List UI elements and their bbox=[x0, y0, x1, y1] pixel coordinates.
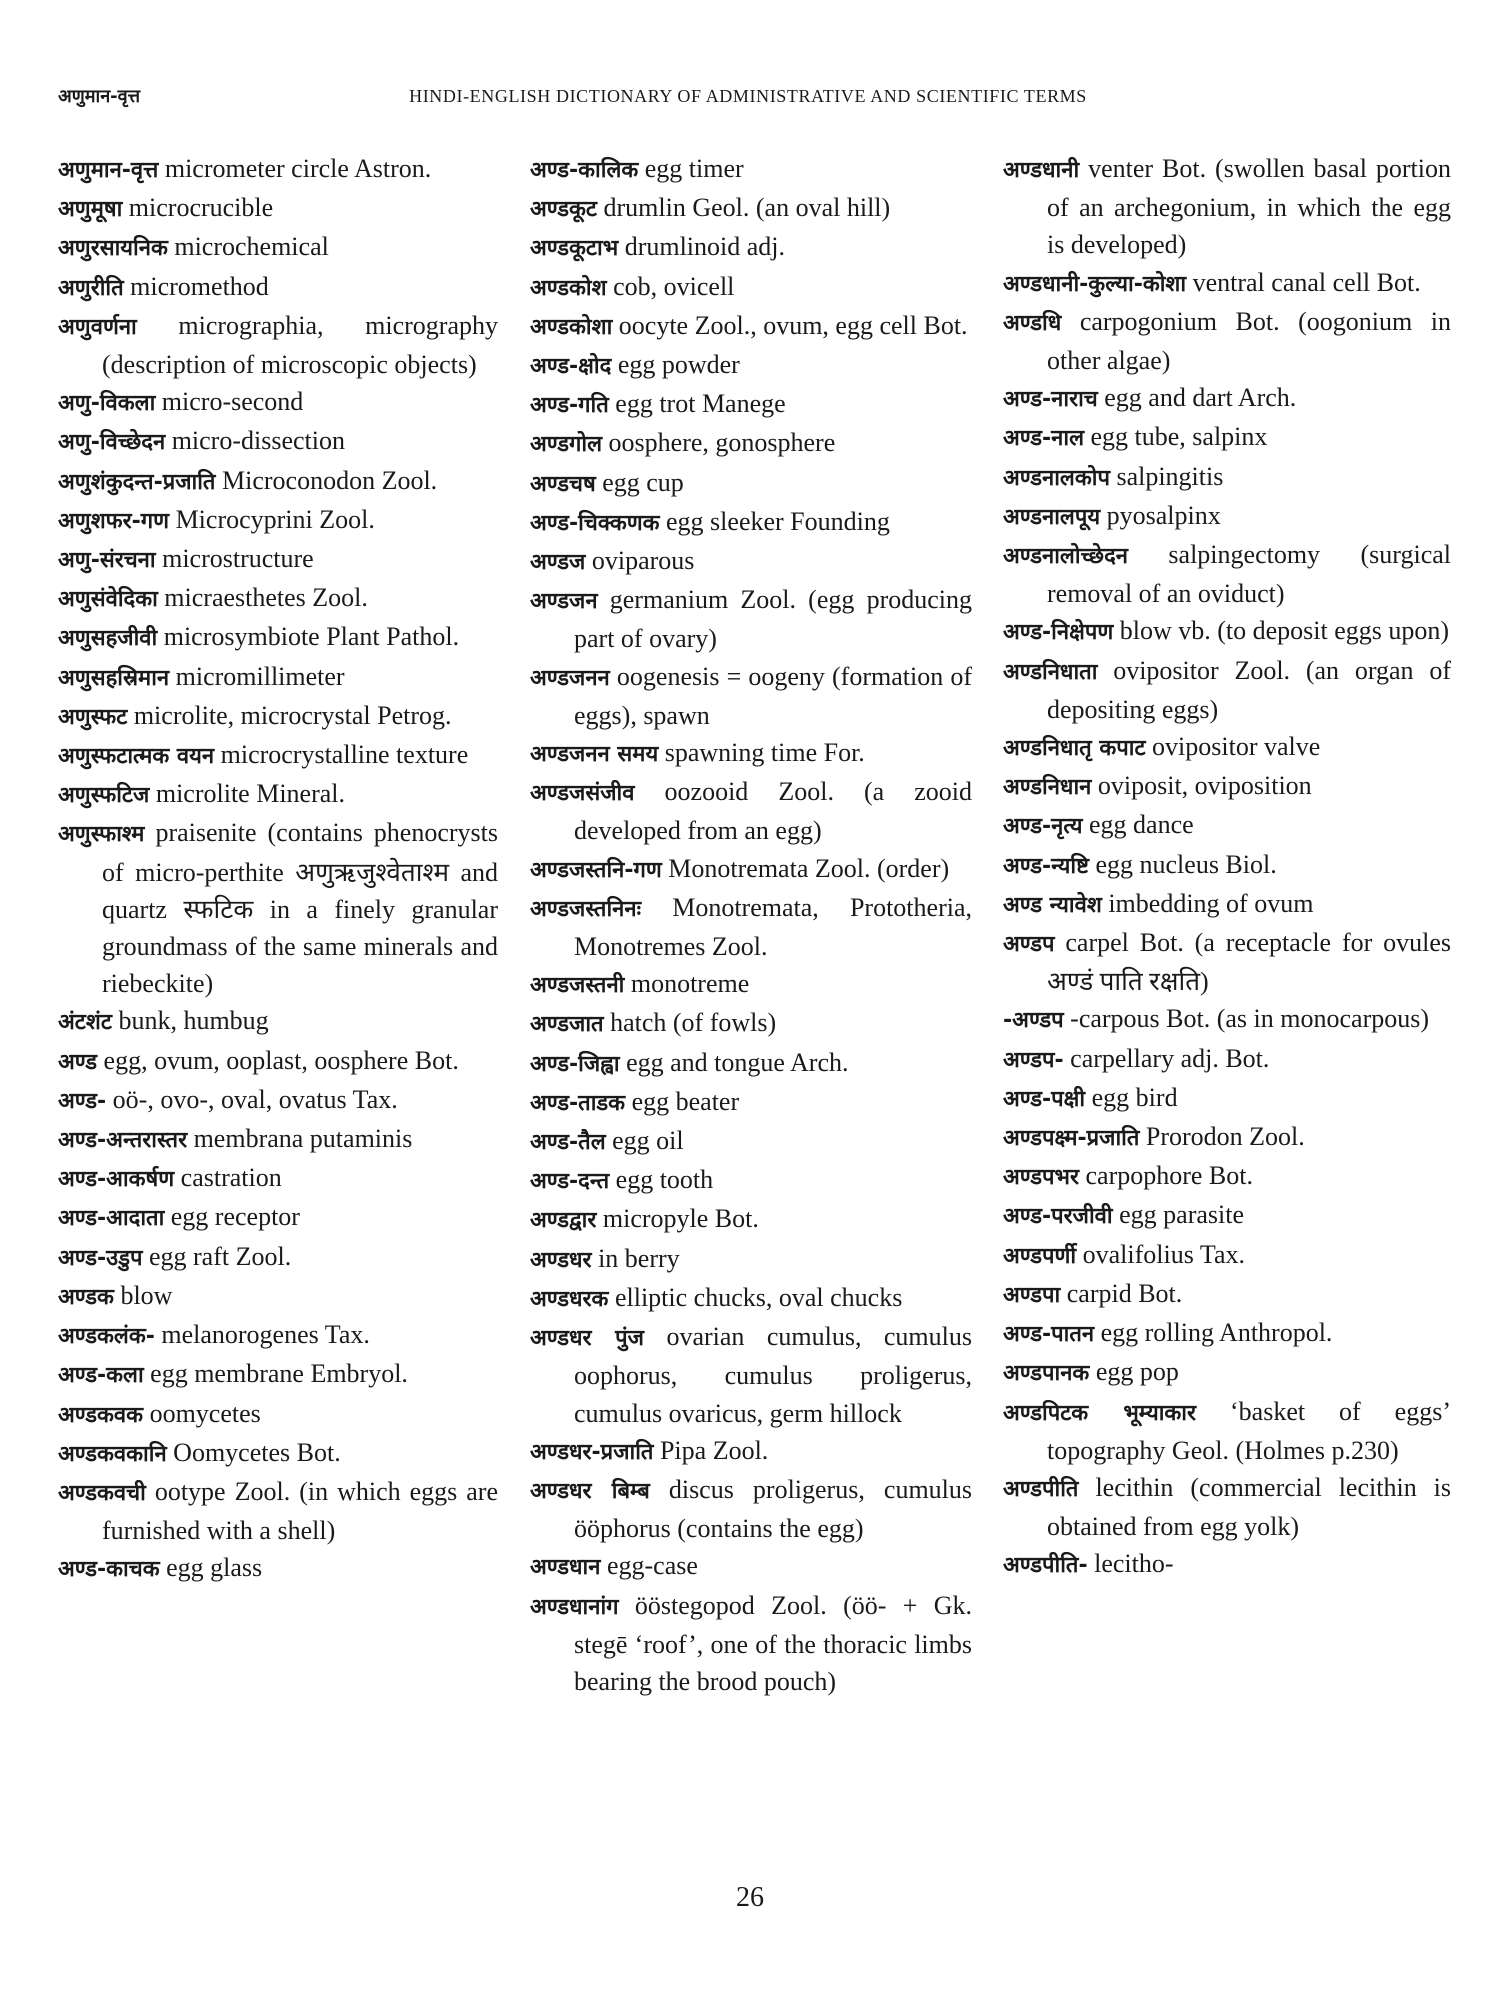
entry-headword: अण्ड-पक्षी bbox=[1003, 1086, 1086, 1112]
dictionary-entry bbox=[58, 189, 498, 228]
entry-headword: अणुशफर-गण bbox=[58, 508, 170, 534]
entry-definition: drumlin Geol. (an oval hill) bbox=[603, 193, 891, 223]
dictionary-entry bbox=[58, 1277, 498, 1316]
entry-definition: egg oil bbox=[612, 1126, 684, 1156]
entry-definition: egg, ovum, ooplast, oosphere Bot. bbox=[103, 1045, 459, 1075]
running-header bbox=[58, 84, 1438, 118]
dictionary-entry bbox=[58, 540, 498, 579]
dictionary-entry bbox=[530, 1200, 972, 1239]
entry-headword: अंटशंट bbox=[58, 1010, 112, 1036]
entry-headword: अण्डपानक bbox=[1003, 1361, 1090, 1387]
entry-headword: अण्डजात bbox=[530, 1012, 604, 1038]
dictionary-entry bbox=[1003, 1000, 1451, 1039]
entry-definition: Microconodon Zool. bbox=[221, 465, 438, 495]
dictionary-entry bbox=[530, 346, 972, 385]
entry-definition: bunk, humbug bbox=[118, 1006, 269, 1036]
entry-headword: अण्डजसंजीव bbox=[530, 781, 635, 807]
dictionary-entry bbox=[530, 268, 972, 307]
dictionary-entry bbox=[530, 385, 972, 424]
entry-headword: अण्डपर्णी bbox=[1003, 1243, 1077, 1269]
entry-headword: अण्ड-उडुप bbox=[58, 1245, 143, 1271]
entry-definition: microsymbiote Plant Pathol. bbox=[163, 622, 460, 652]
entry-headword: अण्ड-कला bbox=[58, 1363, 144, 1389]
entry-definition: pyosalpinx bbox=[1106, 500, 1221, 530]
entry-definition: ovipositor Zool. (an organ of depositing eggs) bbox=[1047, 655, 1452, 724]
entry-headword: अण्डकवक bbox=[58, 1402, 144, 1428]
entry-definition: carpophore Bot. bbox=[1085, 1161, 1254, 1191]
dictionary-entry bbox=[530, 424, 972, 463]
dictionary-entry bbox=[1003, 806, 1451, 845]
entry-definition: egg glass bbox=[166, 1553, 263, 1583]
entry-headword: अण्डक bbox=[58, 1284, 114, 1310]
column-left bbox=[58, 150, 498, 1589]
entry-definition: blow vb. (to deposit eggs upon) bbox=[1119, 616, 1450, 646]
entry-definition: oö-, ovo-, oval, ovatus Tax. bbox=[112, 1084, 398, 1114]
entry-headword: अणुस्फट bbox=[58, 704, 128, 730]
entry-definition: egg rolling Anthropol. bbox=[1100, 1318, 1333, 1348]
dictionary-entry bbox=[1003, 1118, 1451, 1157]
dictionary-entry bbox=[530, 150, 972, 189]
entry-definition: egg trot Manege bbox=[615, 389, 786, 419]
entry-definition: castration bbox=[180, 1163, 282, 1193]
entry-headword: अण्डधानी-कुल्या-कोशा bbox=[1003, 271, 1187, 297]
entry-definition: carpogonium Bot. (oogonium in other algae) bbox=[1047, 306, 1451, 376]
entry-definition: elliptic chucks, oval chucks bbox=[614, 1282, 903, 1312]
entry-definition: egg membrane Embryol. bbox=[150, 1359, 408, 1389]
entry-headword: अण्डजन bbox=[530, 589, 598, 615]
dictionary-entry bbox=[58, 1159, 498, 1198]
entry-definition: microcrucible bbox=[128, 193, 274, 223]
entry-headword: अण्डकवची bbox=[58, 1480, 146, 1506]
entry-definition: egg and dart Arch. bbox=[1104, 383, 1297, 413]
entry-headword: अण्डधान bbox=[530, 1555, 601, 1581]
entry-headword: अण्डजस्तनि-गण bbox=[530, 857, 662, 883]
entry-definition: Microcyprini Zool. bbox=[175, 504, 375, 534]
entry-headword: अण्ड-जिह्वा bbox=[530, 1051, 620, 1077]
dictionary-entry bbox=[58, 383, 498, 422]
entry-headword: अण्डकोश bbox=[530, 275, 607, 301]
entry-headword: अण्डपीति- bbox=[1003, 1553, 1088, 1579]
entry-definition: venter Bot. (swollen basal portion of an archegonium, in which the egg is developed) bbox=[1047, 154, 1451, 260]
entry-definition: egg-case bbox=[606, 1551, 698, 1581]
entry-headword: अणुसहस्रिमान bbox=[58, 665, 170, 691]
dictionary-entry bbox=[58, 501, 498, 540]
entry-definition: Oomycetes Bot. bbox=[173, 1437, 341, 1467]
dictionary-entry bbox=[1003, 536, 1451, 612]
entry-headword: अण्ड-चिक्कणक bbox=[530, 510, 660, 536]
dictionary-entry bbox=[58, 307, 498, 383]
dictionary-entry bbox=[58, 1042, 498, 1081]
dictionary-entry bbox=[1003, 1469, 1451, 1545]
entry-headword: अणुसंवेदिका bbox=[58, 587, 158, 613]
entry-definition: egg cup bbox=[602, 467, 684, 497]
dictionary-entry bbox=[530, 965, 972, 1004]
dictionary-entry bbox=[1003, 846, 1451, 885]
entry-headword: अण्डप- bbox=[1003, 1047, 1064, 1073]
entry-definition: Pipa Zool. bbox=[659, 1435, 769, 1465]
dictionary-entry bbox=[530, 1004, 972, 1043]
dictionary-entry bbox=[530, 581, 972, 657]
entry-definition: lecithin (commercial lecithin is obtained from egg yolk) bbox=[1047, 1472, 1451, 1542]
entry-headword: अणुशंकुदन्त-प्रजाति bbox=[58, 469, 216, 495]
entry-definition: cob, ovicell bbox=[613, 271, 735, 301]
entry-definition: ovalifolius Tax. bbox=[1082, 1239, 1245, 1269]
entry-headword: अण्डगोल bbox=[530, 432, 603, 458]
dictionary-entry bbox=[530, 1122, 972, 1161]
dictionary-entry bbox=[58, 1355, 498, 1394]
entry-headword: अण्डजनन bbox=[530, 665, 610, 691]
entry-definition: germanium Zool. (egg producing part of ovary) bbox=[574, 585, 972, 654]
entry-headword: अणुस्फटिज bbox=[58, 783, 150, 809]
entry-definition: oviposit, oviposition bbox=[1097, 771, 1312, 801]
entry-headword: अण्डद्वार bbox=[530, 1208, 597, 1234]
entry-headword: अण्ड-नाराच bbox=[1003, 387, 1098, 413]
dictionary-entry bbox=[1003, 728, 1451, 767]
entry-headword: अण्ड- bbox=[58, 1088, 107, 1114]
entry-definition: egg tube, salpinx bbox=[1090, 422, 1268, 452]
page-number: 26 bbox=[736, 1882, 764, 1913]
dictionary-entry bbox=[58, 775, 498, 814]
entry-definition: ventral canal cell Bot. bbox=[1192, 267, 1421, 297]
entry-headword: अण्डकलंक- bbox=[58, 1324, 155, 1350]
dictionary-entry bbox=[1003, 652, 1451, 728]
dictionary-entry bbox=[58, 268, 498, 307]
dictionary-entry bbox=[1003, 767, 1451, 806]
dictionary-entry bbox=[58, 422, 498, 461]
entry-headword: अण्ड-क्षोद bbox=[530, 354, 612, 380]
dictionary-entry bbox=[58, 1120, 498, 1159]
entry-definition: Prorodon Zool. bbox=[1145, 1122, 1305, 1152]
entry-definition: carpid Bot. bbox=[1066, 1278, 1183, 1308]
entry-headword: अणु-संरचना bbox=[58, 548, 156, 574]
entry-headword: अण्डपभर bbox=[1003, 1165, 1079, 1191]
entry-definition: melanorogenes Tax. bbox=[161, 1320, 370, 1350]
entry-headword: अणुमूषा bbox=[58, 197, 123, 223]
dictionary-entry bbox=[530, 850, 972, 889]
entry-definition: egg receptor bbox=[170, 1202, 300, 1232]
dictionary-entry bbox=[58, 1395, 498, 1434]
dictionary-entry bbox=[530, 1432, 972, 1471]
dictionary-entry bbox=[58, 736, 498, 775]
entry-definition: carpellary adj. Bot. bbox=[1070, 1043, 1270, 1073]
dictionary-entry bbox=[530, 889, 972, 965]
entry-definition: drumlinoid adj. bbox=[624, 232, 786, 262]
entry-headword: अण्ड-निक्षेपण bbox=[1003, 620, 1114, 646]
dictionary-entry bbox=[1003, 1157, 1451, 1196]
entry-headword: अणुस्फाश्म bbox=[58, 822, 145, 848]
entry-headword: अण्डपा bbox=[1003, 1282, 1061, 1308]
entry-headword: अण्डधानी bbox=[1003, 158, 1080, 183]
entry-headword: अणु-विच्छेदन bbox=[58, 430, 166, 456]
dictionary-entry bbox=[1003, 264, 1451, 303]
entry-headword: अण्डनिधातृ कपाट bbox=[1003, 736, 1146, 762]
entry-definition: imbedding of ovum bbox=[1108, 888, 1314, 918]
entry-definition: monotreme bbox=[630, 969, 750, 999]
entry-headword: अणुरसायनिक bbox=[58, 236, 168, 262]
entry-definition: -carpous Bot. (as in monocarpous) bbox=[1070, 1004, 1430, 1034]
entry-headword: अण्डधि bbox=[1003, 310, 1062, 336]
entry-definition: egg nucleus Biol. bbox=[1095, 849, 1277, 879]
dictionary-entry bbox=[1003, 885, 1451, 924]
dictionary-entry bbox=[58, 1473, 498, 1549]
dictionary-entry bbox=[1003, 1079, 1451, 1118]
dictionary-entry bbox=[1003, 497, 1451, 536]
entry-headword: अण्ड-नृत्य bbox=[1003, 814, 1083, 840]
entry-headword: अण्ड-ताडक bbox=[530, 1090, 626, 1116]
entry-definition: micrometer circle Astron. bbox=[164, 154, 432, 183]
dictionary-entry bbox=[1003, 1236, 1451, 1275]
dictionary-entry bbox=[530, 1471, 972, 1547]
entry-headword: अण्डधर बिम्ब bbox=[530, 1478, 650, 1504]
dictionary-entry bbox=[58, 618, 498, 657]
dictionary-entry bbox=[530, 1547, 972, 1586]
entry-headword: अण्ड-आदाता bbox=[58, 1206, 165, 1232]
dictionary-entry bbox=[530, 773, 972, 849]
entry-headword: अण्डकोशा bbox=[530, 314, 613, 340]
dictionary-entry bbox=[530, 307, 972, 346]
dictionary-entry bbox=[1003, 1545, 1451, 1584]
entry-definition: oosphere, gonosphere bbox=[608, 428, 836, 458]
dictionary-entry bbox=[58, 1081, 498, 1120]
entry-definition: egg sleeker Founding bbox=[666, 506, 890, 536]
entry-headword: अण्डपीति bbox=[1003, 1476, 1079, 1502]
dictionary-entry bbox=[1003, 1196, 1451, 1235]
entry-definition: micraesthetes Zool. bbox=[164, 583, 368, 613]
dictionary-entry bbox=[58, 1549, 498, 1588]
dictionary-entry bbox=[1003, 1393, 1451, 1469]
dictionary-entry bbox=[1003, 458, 1451, 497]
entry-headword: अण्ड-काचक bbox=[58, 1557, 160, 1583]
entry-headword: अण्डकूटाभ bbox=[530, 236, 619, 262]
dictionary-entry bbox=[58, 1198, 498, 1237]
dictionary-entry bbox=[530, 189, 972, 228]
entry-definition: salpingitis bbox=[1116, 461, 1224, 491]
entry-headword: अण्डचष bbox=[530, 471, 596, 497]
entry-definition: microstructure bbox=[162, 544, 314, 574]
header-headword: अणुमान-वृत्त bbox=[58, 86, 141, 107]
entry-headword: अणुस्फटात्मक वयन bbox=[58, 744, 215, 770]
entry-definition: micro-dissection bbox=[171, 426, 345, 456]
dictionary-entry bbox=[58, 1238, 498, 1277]
entry-headword: अण्डजस्तनी bbox=[530, 973, 625, 999]
entry-definition: egg bird bbox=[1091, 1082, 1178, 1112]
entry-headword: अण्ड-कालिक bbox=[530, 158, 639, 183]
dictionary-entry bbox=[530, 1587, 972, 1701]
dictionary-entry bbox=[58, 1434, 498, 1473]
dictionary-entry bbox=[58, 228, 498, 267]
entry-definition: egg powder bbox=[617, 350, 740, 380]
dictionary-entry bbox=[58, 814, 498, 1002]
entry-headword: अण्डधर-प्रजाति bbox=[530, 1439, 654, 1465]
dictionary-entry bbox=[58, 1002, 498, 1041]
entry-definition: spawning time For. bbox=[664, 738, 865, 768]
entry-headword: अणुवर्णना bbox=[58, 314, 137, 340]
entry-definition: oocyte Zool., ovum, egg cell Bot. bbox=[618, 310, 968, 340]
entry-definition: oomycetes bbox=[149, 1398, 261, 1428]
dictionary-entry bbox=[1003, 1314, 1451, 1353]
entry-definition: membrana putaminis bbox=[193, 1124, 413, 1154]
dictionary-entry bbox=[1003, 379, 1451, 418]
entry-definition: in berry bbox=[598, 1243, 680, 1273]
entry-definition: egg dance bbox=[1089, 810, 1194, 840]
entry-headword: अणुसहजीवी bbox=[58, 626, 158, 652]
entry-headword: अण्डकवकानि bbox=[58, 1441, 167, 1467]
entry-headword: अणु-विकला bbox=[58, 391, 156, 417]
entry-definition: blow bbox=[120, 1280, 173, 1310]
entry-definition: micromethod bbox=[130, 271, 269, 301]
entry-headword: अण्ड bbox=[58, 1049, 98, 1075]
entry-definition: carpel Bot. (a receptacle for ovules अण्डं पाति रक्षति) bbox=[1047, 928, 1451, 997]
entry-definition: microchemical bbox=[174, 232, 329, 262]
entry-headword: अण्ड-अन्तरास्तर bbox=[58, 1128, 188, 1154]
dictionary-entry bbox=[530, 228, 972, 267]
entry-headword: अण्डनालकोप bbox=[1003, 465, 1110, 491]
dictionary-entry bbox=[58, 579, 498, 618]
dictionary-entry bbox=[530, 464, 972, 503]
entry-headword: अण्ड-तैल bbox=[530, 1130, 606, 1156]
entry-definition: oozooid Zool. (a zooid developed from an egg) bbox=[574, 777, 972, 846]
entry-definition: egg and tongue Arch. bbox=[626, 1047, 849, 1077]
entry-headword: अण्ड-न्यष्टि bbox=[1003, 853, 1089, 879]
entry-definition: micromillimeter bbox=[175, 661, 345, 691]
entry-definition: ootype Zool. (in which eggs are furnished with a shell) bbox=[102, 1476, 499, 1546]
dictionary-entry bbox=[530, 1044, 972, 1083]
dictionary-entry bbox=[530, 542, 972, 581]
entry-headword: अण्डकूट bbox=[530, 197, 598, 223]
entry-definition: egg parasite bbox=[1119, 1200, 1244, 1230]
dictionary-entry bbox=[1003, 303, 1451, 379]
dictionary-entry bbox=[530, 1279, 972, 1318]
dictionary-entry bbox=[1003, 924, 1451, 1000]
entry-definition: oviparous bbox=[591, 546, 695, 576]
entry-definition: egg timer bbox=[644, 154, 744, 183]
entry-headword: अण्ड-परजीवी bbox=[1003, 1204, 1113, 1230]
entry-definition: Monotremata Zool. (order) bbox=[668, 853, 950, 883]
dictionary-entry bbox=[1003, 1353, 1451, 1392]
dictionary-entry bbox=[1003, 1040, 1451, 1079]
entry-definition: ‘basket of eggs’ topography Geol. (Holmes p.230) bbox=[1047, 1396, 1451, 1465]
dictionary-entry bbox=[530, 1240, 972, 1279]
dictionary-entry bbox=[58, 658, 498, 697]
entry-definition: lecitho- bbox=[1094, 1549, 1174, 1579]
entry-headword: अण्ड न्यावेश bbox=[1003, 892, 1102, 918]
entry-headword: -अण्डप bbox=[1003, 1008, 1064, 1034]
dictionary-entry bbox=[530, 503, 972, 542]
entry-definition: ööstegopod Zool. (öö- + Gk. stegē ‘roof’, one of the thoracic limbs bearing the brood pouch) bbox=[574, 1590, 972, 1696]
entry-headword: अणुरीति bbox=[58, 275, 124, 301]
entry-definition: Monotremata, Prototheria, Monotremes Zool. bbox=[574, 892, 972, 962]
dictionary-entry bbox=[1003, 418, 1451, 457]
dictionary-entry bbox=[1003, 150, 1451, 264]
entry-headword: अण्डनालोच्छेदन bbox=[1003, 544, 1128, 570]
dictionary-entry bbox=[530, 658, 972, 734]
entry-headword: अण्डनालपूय bbox=[1003, 504, 1101, 530]
entry-headword: अणुमान-वृत्त bbox=[58, 158, 159, 183]
entry-headword: अण्डजस्तनिनः bbox=[530, 896, 642, 922]
entry-definition: ovipositor valve bbox=[1152, 732, 1321, 762]
entry-definition: discus proligerus, cumulus ööphorus (contains the egg) bbox=[574, 1474, 973, 1544]
dictionary-entry bbox=[58, 150, 498, 189]
entry-headword: अण्ड-गति bbox=[530, 393, 609, 419]
entry-headword: अण्ड-पातन bbox=[1003, 1322, 1095, 1348]
entry-headword: अण्ड-दन्त bbox=[530, 1169, 610, 1195]
entry-definition: salpingectomy (surgical removal of an oviduct) bbox=[1047, 540, 1451, 609]
entry-headword: अण्ड-नाल bbox=[1003, 426, 1084, 452]
entry-definition: ovarian cumulus, cumulus oophorus, cumulus proligerus, cumulus ovaricus, germ hillock bbox=[574, 1322, 972, 1428]
dictionary-entry bbox=[58, 697, 498, 736]
dictionary-entry bbox=[530, 1318, 972, 1432]
entry-headword: अण्डपक्ष्म-प्रजाति bbox=[1003, 1126, 1140, 1152]
entry-definition: micro-second bbox=[161, 387, 304, 417]
entry-definition: microcrystalline texture bbox=[220, 740, 469, 770]
dictionary-entry bbox=[530, 734, 972, 773]
entry-definition: praisenite (contains phenocrysts of micro-perthite अणुऋजुश्वेताश्म and quartz स्फटिक in a finely granular groundmass of the same minerals and riebeckite) bbox=[102, 818, 499, 999]
entry-headword: अण्डधानांग bbox=[530, 1594, 619, 1620]
column-right bbox=[1003, 150, 1451, 1585]
entry-headword: अण्डधरक bbox=[530, 1286, 609, 1312]
entry-definition: micropyle Bot. bbox=[602, 1204, 759, 1234]
entry-headword: अण्डधर पुंज bbox=[530, 1326, 644, 1352]
entry-definition: micrographia, micrography (description of microscopic objects) bbox=[102, 310, 498, 380]
entry-definition: microlite Mineral. bbox=[155, 779, 346, 809]
dictionary-entry bbox=[530, 1161, 972, 1200]
entry-headword: अण्डपिटक भूम्याकार bbox=[1003, 1400, 1197, 1426]
entry-definition: egg pop bbox=[1095, 1357, 1179, 1387]
entry-headword: अण्ड-आकर्षण bbox=[58, 1167, 175, 1193]
dictionary-entry bbox=[58, 1316, 498, 1355]
entry-headword: अण्डज bbox=[530, 550, 586, 576]
dictionary-entry bbox=[1003, 612, 1451, 651]
entry-definition: egg tooth bbox=[615, 1165, 714, 1195]
entry-definition: hatch (of fowls) bbox=[610, 1008, 777, 1038]
dictionary-entry bbox=[58, 462, 498, 501]
entry-definition: microlite, microcrystal Petrog. bbox=[133, 700, 452, 730]
entry-headword: अण्डधर bbox=[530, 1247, 592, 1273]
entry-headword: अण्डनिधान bbox=[1003, 775, 1092, 801]
entry-headword: अण्डप bbox=[1003, 932, 1055, 958]
entry-headword: अण्डजनन समय bbox=[530, 742, 659, 768]
entry-definition: egg beater bbox=[631, 1086, 740, 1116]
entry-headword: अण्डनिधाता bbox=[1003, 659, 1098, 685]
header-title: HINDI-ENGLISH DICTIONARY OF ADMINISTRATIVE AND SCIENTIFIC TERMS bbox=[409, 86, 1087, 106]
dictionary-entry bbox=[530, 1083, 972, 1122]
column-middle bbox=[530, 150, 972, 1700]
entry-definition: egg raft Zool. bbox=[148, 1241, 292, 1271]
entry-definition: oogenesis = oogeny (formation of eggs), spawn bbox=[574, 661, 972, 730]
dictionary-entry bbox=[1003, 1275, 1451, 1314]
